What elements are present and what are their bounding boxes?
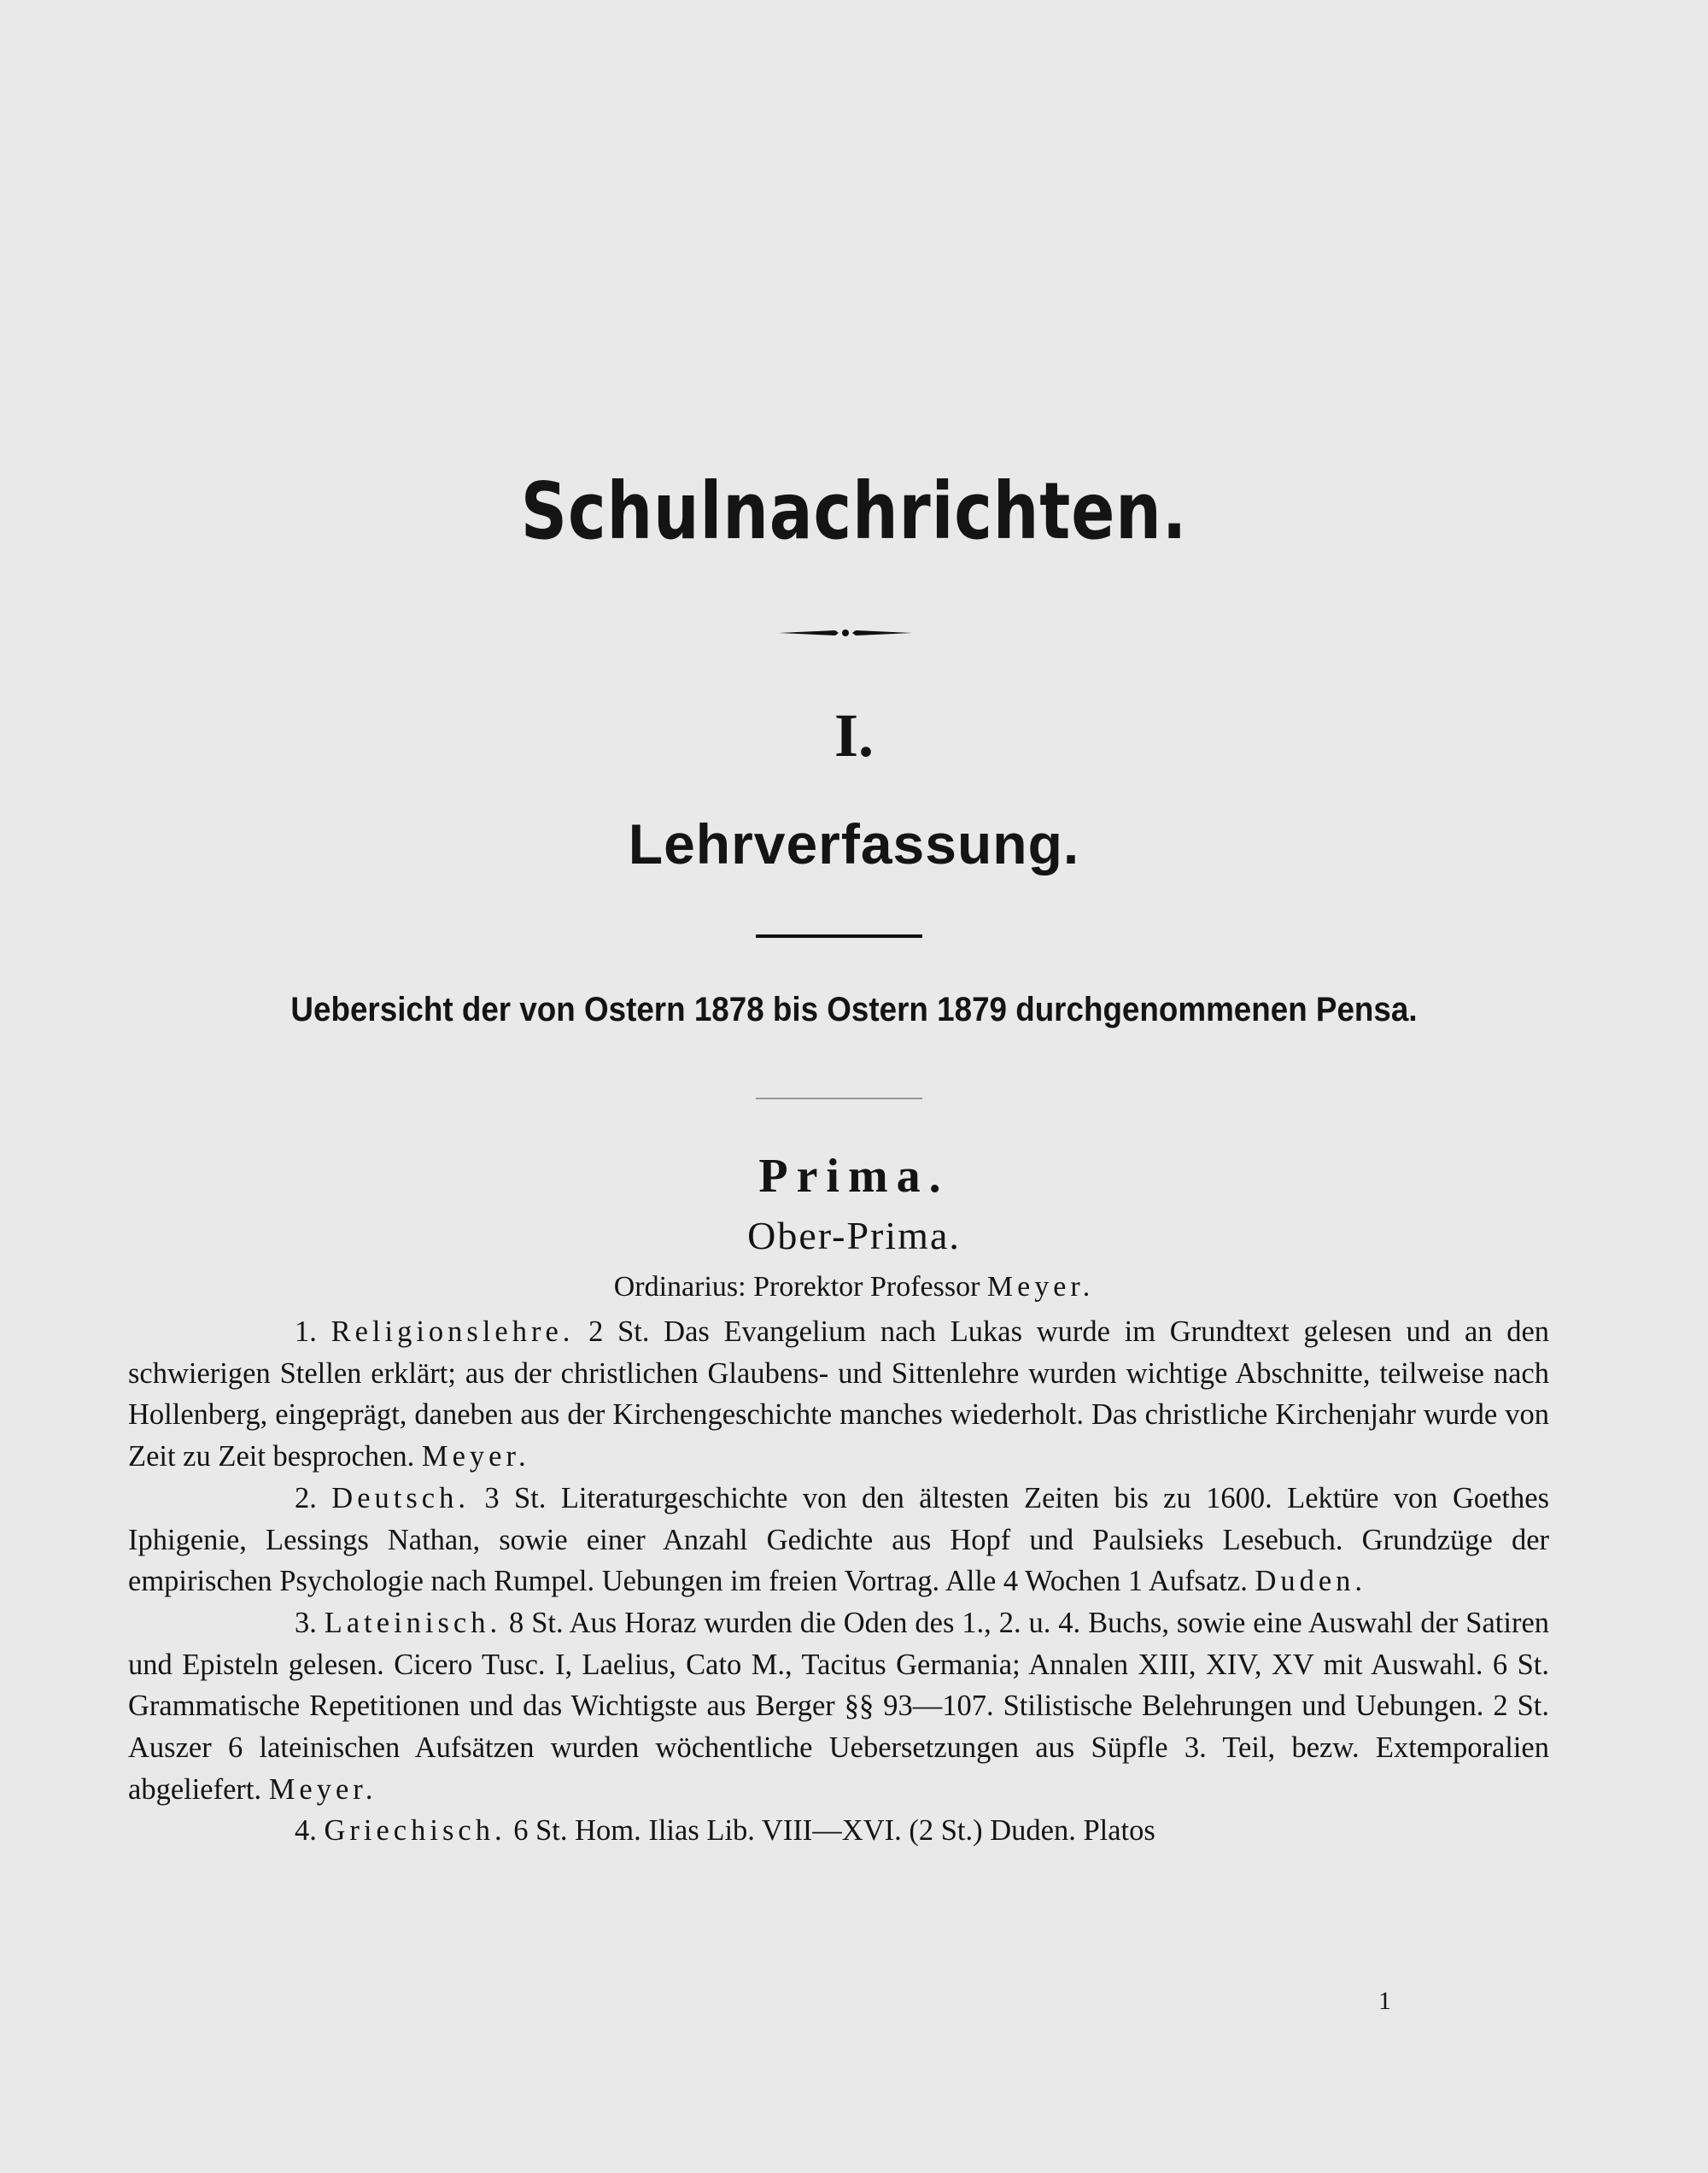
subject-number: 3.: [295, 1606, 317, 1639]
page-number: 1: [1378, 1987, 1391, 2015]
subject-text: 3 St. Literaturgeschichte von den ältesten Zeiten bis zu 1600. Lektüre von Goethes Iphigenie, Lessings Nathan, sowie einer Anzahl Gedichte aus Hopf und Paulsieks Lesebuch. Grundzüge der empirischen Psychologie nach Rumpel. Uebungen im freien Vortrag. Alle 4 Wochen 1 Aufsatz.: [128, 1481, 1550, 1598]
subclass-title: Ober-Prima.: [747, 1214, 961, 1257]
subject-text: 2 St. Das Evangelium nach Lukas wurde im Grundtext gelesen und an den schwierigen Stellen erklärt; aus der christlichen Glaubens- und Sittenlehre wurden wichtige Abschnitte, teilweise nach Hollenberg, eingeprägt, daneben aus der Kirchengeschichte manches wiederholt. Das christliche Kirchenjahr wurde von Zeit zu Zeit besprochen.: [128, 1315, 1550, 1473]
subject-paragraph: [128, 1478, 1549, 1602]
divider-rule: [756, 934, 922, 938]
section-number: I.: [834, 701, 874, 770]
subject-number: 2.: [295, 1481, 317, 1514]
class-title: Prima.: [758, 1150, 950, 1203]
main-title: Schulnachrichten.: [520, 466, 1188, 557]
subject-paragraph: [128, 1311, 1549, 1478]
ornament-divider: [777, 624, 914, 642]
subject-name: Griechisch.: [324, 1814, 506, 1848]
divider-rule-thin: [756, 1098, 922, 1099]
subject-number: 4.: [295, 1814, 317, 1848]
subject-text: 6 St. Hom. Ilias Lib. VIII—XVI. (2 St.): [513, 1814, 983, 1848]
subjects-text: [128, 1311, 1549, 1852]
ordinarius-name: Meyer.: [986, 1271, 1095, 1303]
ordinarius-label: Ordinarius:: [613, 1271, 746, 1303]
subject-paragraph: [128, 1602, 1549, 1811]
ordinarius-text: Prorektor Professor: [753, 1271, 980, 1303]
subject-paragraph: [128, 1810, 1549, 1852]
subject-teacher: Meyer.: [421, 1440, 530, 1473]
subject-name: Religionslehre.: [330, 1315, 575, 1348]
subject-name: Deutsch.: [331, 1481, 470, 1514]
overview-heading: Uebersicht der von Ostern 1878 bis Ostern 1879 durchgenommenen Pensa.: [290, 991, 1418, 1028]
section-title: Lehrverfassung.: [628, 812, 1080, 876]
subject-text: 8 St. Aus Horaz wurden die Oden des 1., 2. u. 4. Buchs, sowie eine Auswahl der Satiren und Episteln gelesen. Cicero Tusc. I, Laelius, Cato M., Tacitus Germania; Annalen XIII, XIV, XV mit Auswahl. 6 St. Grammatische Repetitionen und das Wichtigste aus Berger §§ 93—107. Stilistische Belehrungen und Uebungen. 2 St. Auszer 6 lateinischen Aufsätzen wurden wöchentliche Uebersetzungen aus Süpfle 3. Teil, bezw. Extemporalien abgeliefert.: [128, 1606, 1550, 1806]
ordinarius-line: [0, 1271, 1708, 1303]
subject-name: Lateinisch.: [324, 1606, 502, 1639]
subject-teacher: Duden. Platos: [990, 1814, 1155, 1848]
subject-teacher: Duden.: [1255, 1565, 1367, 1598]
subject-number: 1.: [295, 1315, 317, 1348]
subject-teacher: Meyer.: [268, 1772, 377, 1806]
